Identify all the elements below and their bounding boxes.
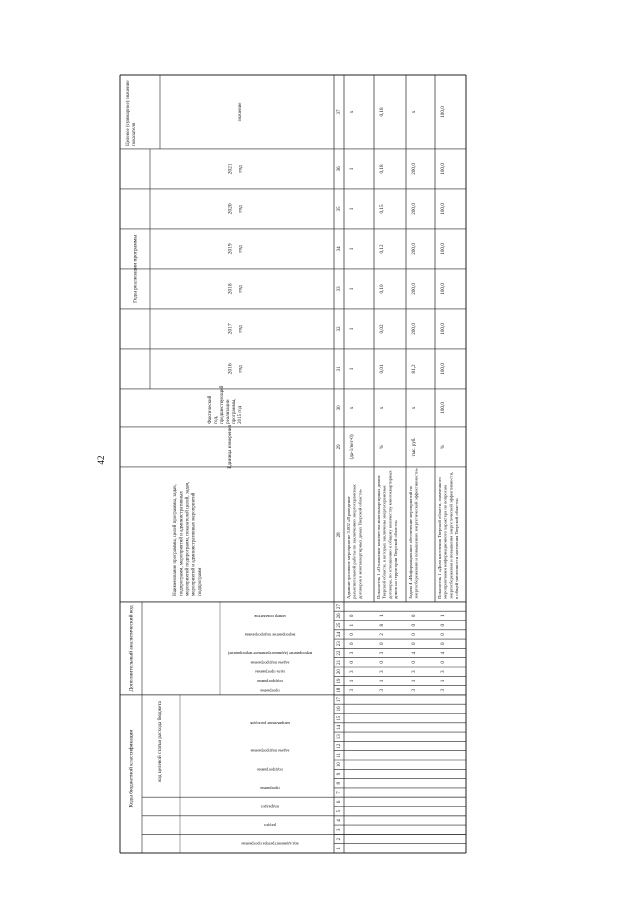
header-fact: программы, (232, 398, 238, 424)
column-number: 4 (337, 819, 343, 822)
column-number: 3 (337, 828, 343, 831)
header-budget-codes: Коды бюджетной классификации (128, 729, 135, 808)
header-code-label: подпрограмма (257, 678, 283, 684)
header-year-2016: 2016 (227, 363, 234, 375)
row-name: Показатель 1 «Отношение количества многоквартирных домов (376, 475, 382, 599)
code-cell: 0 (411, 642, 418, 646)
code-cell: 0 (411, 614, 418, 618)
column-number: 11 (337, 752, 343, 758)
code-cell: 0 (349, 614, 356, 618)
row-name: мероприятиями информационного характера по вопросам (442, 485, 448, 599)
header-code-label: подпрограмма (257, 767, 283, 773)
header-target: Целевое (суммарное) значение (126, 80, 132, 146)
column-number: 17 (337, 697, 343, 703)
header-code-label: мероприятие подпрограммы (244, 632, 296, 638)
column-number: 25 (337, 622, 343, 628)
code-cell: 0 (411, 623, 418, 627)
code-cell: 0 (349, 642, 356, 646)
code-cell: 1 (349, 679, 356, 683)
column-number: 12 (337, 743, 343, 749)
code-cell: 3 (440, 688, 447, 692)
year-value-cell: 1 (349, 367, 356, 371)
unit-cell: % (441, 444, 447, 449)
column-number: 28 (337, 532, 343, 538)
header-value: значение (238, 102, 244, 122)
code-cell: 1 (379, 614, 386, 618)
code-cell: 3 (411, 670, 418, 673)
column-number: 1 (337, 847, 343, 850)
column-number: 23 (337, 641, 343, 647)
header-code-label: раздел (264, 823, 276, 829)
year-value-cell: 1 (349, 167, 356, 171)
row-name: Показатель 1 «Доля населения Тверской области, охваченного (437, 477, 443, 599)
header-year-label: год (237, 245, 244, 253)
code-cell: 3 (379, 688, 386, 692)
header-fact: 2015 год (238, 405, 244, 424)
year-value-cell: 0,02 (379, 324, 386, 334)
row-name: договоры, по отношению к общему количеству многоквартирных (387, 470, 393, 599)
code-cell: 1 (349, 623, 356, 627)
code-cell: 0 (379, 661, 386, 664)
year-value-cell: 100,0 (440, 243, 447, 255)
column-number: 35 (337, 206, 343, 212)
header-target: показателя (132, 122, 138, 146)
header-year-2020: 2020 (227, 203, 234, 215)
header-year-2019: 2019 (227, 243, 234, 255)
code-cell: 3 (349, 670, 356, 673)
year-value-cell: 0,15 (379, 204, 386, 214)
year-value-cell: 200,0 (411, 323, 418, 335)
header-name-text: подпрограмм, мероприятий и административных (179, 491, 185, 596)
code-cell: 3 (440, 670, 447, 673)
column-number: 32 (337, 326, 343, 332)
row-name: Задача 4 «Информационное обеспечение мероприятий по (408, 485, 414, 599)
header-code-label: программа (260, 785, 280, 791)
target-cell: 0,18 (379, 107, 386, 117)
year-value-cell: 100,0 (440, 283, 447, 295)
code-cell: 1 (411, 679, 418, 683)
code-cell: 1 (440, 614, 447, 618)
row-name: договоров в многоквартирных домах Тверской области» (357, 488, 363, 599)
year-value-cell: 0,18 (379, 164, 386, 174)
code-cell: 0 (440, 661, 447, 664)
column-number: 14 (337, 724, 343, 730)
header-year-label: год (237, 325, 244, 333)
header-code-label: задача подпрограммы (250, 660, 290, 666)
column-number: 26 (337, 613, 343, 619)
code-cell: 3 (349, 651, 356, 655)
header-fact: год, (214, 415, 220, 424)
year-value-cell: 1 (349, 327, 356, 331)
year-value-cell: 100,0 (440, 163, 447, 175)
header-name-text: мероприятий и административных мероприятий (191, 492, 197, 596)
header-name-text: подпрограмм (197, 567, 203, 596)
column-number: 37 (337, 109, 343, 115)
column-number: 16 (337, 706, 343, 712)
unit-cell: тыс. руб. (412, 437, 418, 457)
header-fact: реализации (226, 399, 232, 424)
code-cell: 0 (440, 623, 447, 627)
code-cell: 1 (440, 679, 447, 683)
header-code-label: мероприятие (административное мероприятие) (227, 651, 313, 657)
fact-cell: х (411, 406, 418, 410)
year-value-cell: 200,0 (411, 283, 418, 295)
column-number: 19 (337, 678, 343, 684)
year-value-cell: 0,01 (379, 364, 386, 374)
column-number: 10 (337, 762, 343, 768)
year-value-cell: 1 (349, 247, 356, 251)
header-year-label: год (237, 365, 244, 373)
year-value-cell: 1 (349, 207, 356, 211)
code-cell: 3 (379, 651, 386, 655)
code-cell: 3 (349, 688, 356, 692)
column-number: 30 (337, 405, 343, 411)
code-cell: 4 (411, 651, 418, 655)
code-cell: 0 (440, 633, 447, 636)
code-cell: 0 (411, 633, 418, 636)
page-number: 42 (96, 455, 106, 465)
header-code-label: задача подпрограммы (250, 748, 290, 754)
column-number: 36 (337, 166, 343, 172)
column-number: 21 (337, 659, 343, 665)
header-analytic-code: Дополнительный аналитический код (128, 605, 135, 692)
header-name-text: мероприятий подпрограмм, показателей целей, задач, (185, 481, 191, 596)
column-number: 15 (337, 715, 343, 721)
column-number: 33 (337, 286, 343, 292)
year-value-cell: 200,0 (411, 243, 418, 255)
header-fact: предшествующий (220, 385, 226, 424)
target-cell: 100,0 (440, 106, 447, 118)
header-code-label: подраздел (261, 804, 279, 810)
fact-cell: х (379, 406, 386, 410)
code-cell: 4 (440, 651, 447, 655)
header-year-label: год (237, 205, 244, 213)
code-cell: 0 (349, 633, 356, 636)
column-number: 20 (337, 669, 343, 675)
row-name: Административное мероприятие 3.002 «Проведение (346, 496, 352, 599)
column-number: 6 (337, 800, 343, 804)
column-number: 13 (337, 734, 343, 740)
column-number: 34 (337, 246, 343, 252)
code-cell: 3 (411, 688, 418, 692)
column-number: 7 (337, 791, 343, 794)
header-year-2021: 2021 (227, 163, 234, 175)
code-cell: 3 (379, 670, 386, 673)
code-cell: 0 (440, 642, 447, 646)
header-code-label: направление расходов (250, 720, 290, 726)
unit-cell: % (380, 444, 386, 449)
code-cell: 8 (379, 623, 386, 627)
header-year-2018: 2018 (227, 283, 234, 295)
row-name: в общей численности населения Тверской области» (453, 497, 459, 599)
code-cell: 0 (379, 642, 386, 646)
column-number: 31 (337, 366, 343, 372)
header-years: Годы реализации программы (132, 234, 139, 303)
header-name-text: Наименование программы, целей программы, задач, (173, 484, 179, 596)
row-name: энергосбережения и повышения энергетической эффективности, (448, 471, 454, 599)
header-target-article: код целевой статьи расхода бюджета (157, 701, 164, 782)
year-value-cell: 200,0 (411, 203, 418, 215)
year-value-cell: 100,0 (440, 203, 447, 215)
header-code-label: цель программы (255, 669, 285, 675)
header-unit: Единица измерения (227, 425, 234, 469)
fact-cell: 100,0 (440, 402, 447, 414)
target-cell: х (411, 110, 418, 114)
row-name: разъяснительной работы по заключению энергосервисных (351, 484, 357, 599)
header-year-label: год (237, 285, 244, 293)
unit-cell: (да-1/нет-0) (350, 434, 356, 460)
code-cell: 0 (349, 661, 356, 664)
year-value-cell: 81,2 (411, 364, 418, 374)
year-value-cell: 100,0 (440, 323, 447, 335)
code-cell: 2 (379, 633, 386, 636)
header-year-2017: 2017 (227, 323, 234, 335)
column-number: 18 (337, 687, 343, 693)
year-value-cell: 200,0 (411, 163, 418, 175)
row-name: Тверской области, в которых заключены энергосервисные (381, 485, 387, 599)
column-number: 2 (337, 837, 343, 841)
target-cell: х (349, 110, 356, 114)
header-year-label: год (237, 165, 244, 173)
column-number: 8 (337, 782, 343, 785)
code-cell: 0 (411, 661, 418, 664)
header-code-label: номер показателя (254, 613, 286, 619)
code-cell: 1 (379, 679, 386, 683)
column-number: 24 (337, 631, 343, 637)
header-code-label: программа (260, 688, 280, 694)
column-number: 5 (337, 809, 343, 813)
row-name: домов на территории Тверской области» (392, 519, 398, 599)
header-code-label: код администратора программы (241, 841, 299, 847)
column-number: 9 (337, 772, 343, 776)
fact-cell: х (349, 406, 356, 410)
year-value-cell: 1 (349, 287, 356, 291)
row-name: энергосбережению и повышению энергетической эффективности» (413, 467, 419, 599)
year-value-cell: 0,10 (379, 284, 386, 294)
column-number: 27 (337, 604, 343, 610)
table-body (120, 75, 466, 853)
header-fact: Фактический (208, 395, 214, 424)
column-number: 22 (337, 650, 343, 656)
year-value-cell: 100,0 (440, 363, 447, 375)
year-value-cell: 0,12 (379, 244, 386, 254)
column-number: 29 (337, 444, 343, 450)
